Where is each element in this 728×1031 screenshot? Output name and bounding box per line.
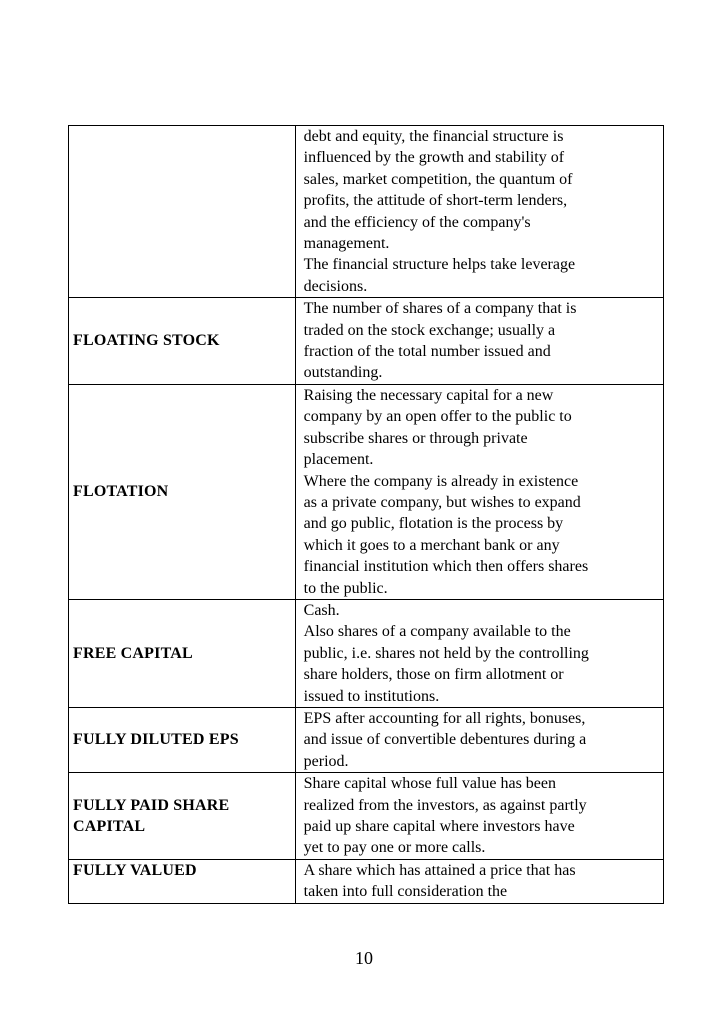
definition-line: EPS after accounting for all rights, bonuses, xyxy=(303,709,586,727)
page-number: 10 xyxy=(355,948,373,968)
definition-cell xyxy=(295,599,663,707)
definition-line: sales, market competition, the quantum of xyxy=(303,170,573,188)
definition-line: fraction of the total number issued and xyxy=(303,343,551,361)
definition-line: and issue of convertible debentures during a xyxy=(303,731,587,749)
definition-line: Raising the necessary capital for a new xyxy=(303,386,554,404)
definition-line: subscribe shares or through private xyxy=(303,429,528,447)
definition-line: The financial structure helps take leverage xyxy=(303,256,576,274)
definition-line: paid up share capital where investors have xyxy=(303,818,575,835)
term-fully-diluted-eps: FULLY DILUTED EPS xyxy=(69,707,296,772)
definition-line: influenced by the growth and stability of xyxy=(303,149,565,167)
definition-line: Cash. xyxy=(303,601,340,619)
definition-line: The number of shares of a company that is xyxy=(303,300,577,318)
term-free-capital: FREE CAPITAL xyxy=(69,599,296,707)
definition-cell xyxy=(295,773,663,860)
definition-line: taken into full consideration the xyxy=(303,883,508,901)
glossary-row xyxy=(69,298,664,385)
definition-cell xyxy=(295,707,663,772)
definition-line: share holders, those on firm allotment or xyxy=(303,666,564,684)
definition-line: realized from the investors, as against partly xyxy=(303,796,587,814)
definition-line: Where the company is already in existence xyxy=(303,472,579,490)
definition-cell xyxy=(295,384,663,599)
definition-line: profits, the attitude of short-term lenders, xyxy=(303,192,568,210)
glossary-row xyxy=(69,599,664,707)
definition-line: management. xyxy=(303,235,390,253)
glossary-row xyxy=(69,707,664,772)
definition-line: Also shares of a company available to the xyxy=(303,623,571,641)
term-line: CAPITAL xyxy=(73,818,146,835)
definition-line: financial institution which then offers shares xyxy=(303,558,589,576)
definition-line: as a private company, but wishes to expand xyxy=(303,493,581,511)
term-line: FULLY PAID SHARE xyxy=(73,796,230,814)
definition-line: decisions. xyxy=(303,277,368,295)
term-fully-valued: FULLY VALUED xyxy=(69,859,296,903)
definition-line: outstanding. xyxy=(303,364,383,382)
definition-cell xyxy=(295,859,663,903)
definition-line: Share capital whose full value has been xyxy=(303,775,557,793)
glossary-row xyxy=(69,126,664,298)
term-fully-paid-share-capital xyxy=(69,773,296,860)
term-flotation: FLOTATION xyxy=(69,384,296,599)
term-floating-stock: FLOATING STOCK xyxy=(69,298,296,385)
definition-line: traded on the stock exchange; usually a xyxy=(303,321,556,339)
definition-line: A share which has attained a price that has xyxy=(303,861,576,879)
term-cell xyxy=(69,126,296,298)
glossary-row xyxy=(69,384,664,599)
definition-line: issued to institutions. xyxy=(303,687,440,705)
definition-line: which it goes to a merchant bank or any xyxy=(303,536,560,554)
definition-line: debt and equity, the financial structure is xyxy=(303,128,564,145)
definition-line: yet to pay one or more calls. xyxy=(303,839,486,857)
glossary-table xyxy=(68,125,664,904)
definition-line: to the public. xyxy=(303,579,388,597)
definition-line: and the efficiency of the company's xyxy=(303,213,531,231)
definition-line: and go public, flotation is the process by xyxy=(303,515,564,533)
definition-line: public, i.e. shares not held by the controlling xyxy=(303,644,589,662)
glossary-row xyxy=(69,859,664,903)
definition-line: company by an open offer to the public to xyxy=(303,408,572,426)
definition-cell xyxy=(295,298,663,385)
definition-line: period. xyxy=(303,752,349,770)
glossary-row xyxy=(69,773,664,860)
definition-cell xyxy=(295,126,663,298)
definition-line: placement. xyxy=(303,451,374,469)
